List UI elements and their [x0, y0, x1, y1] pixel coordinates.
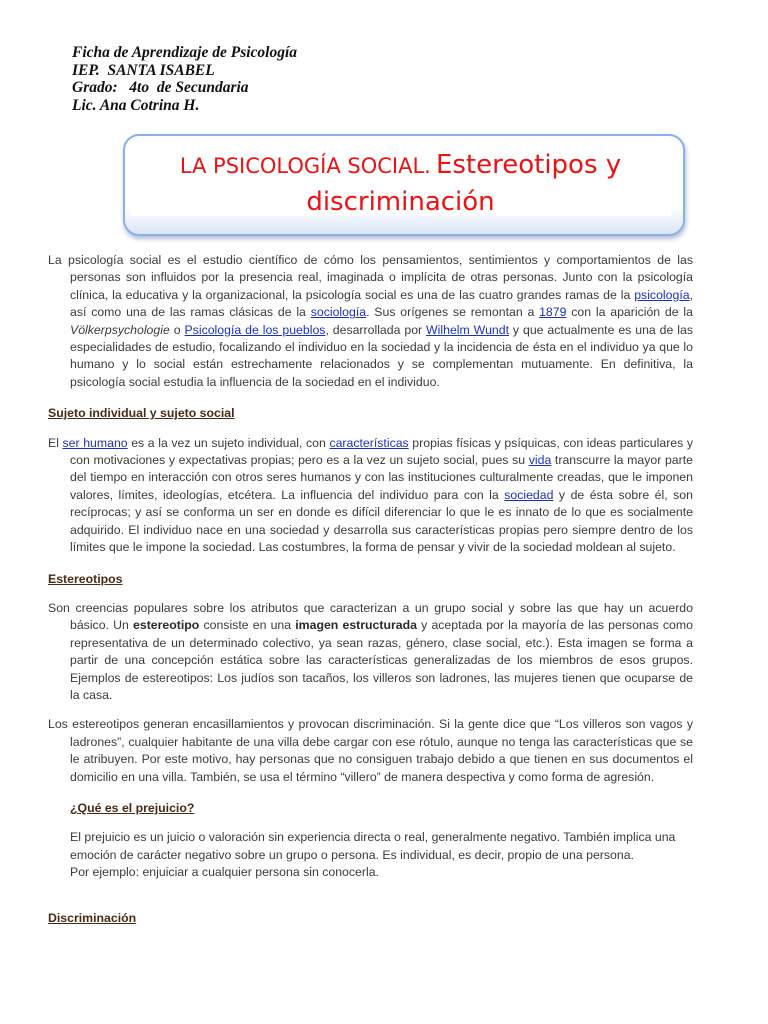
estereotipos-text: Son creencias populares sobre los atributos que caracterizan a un grupo social y sobre las que hay un acuerdo básico. Un — [48, 600, 693, 633]
header-line-school: IEP. SANTA ISABEL — [72, 61, 215, 79]
sujeto-text: El — [48, 435, 63, 450]
title-main: LA PSICOLOGÍA SOCIAL. — [179, 154, 431, 178]
link-psicologia[interactable]: psicología — [634, 287, 690, 302]
title-banner — [123, 134, 685, 236]
prejuicio-subsection — [70, 800, 693, 882]
sujeto-text: es a la vez un sujeto individual, con — [127, 435, 330, 450]
header-line-course: Ficha de Aprendizaje de Psicología — [72, 44, 298, 61]
title-sub-part1: Estereotipos y — [435, 150, 622, 180]
link-1879[interactable]: 1879 — [539, 305, 567, 320]
link-sociologia[interactable]: sociología — [310, 305, 367, 320]
link-psicologia-pueblos[interactable]: Psicología de los pueblos — [184, 322, 326, 337]
sujeto-paragraph — [48, 435, 693, 557]
heading-discriminacion: Discriminación — [48, 910, 137, 925]
intro-paragraph — [48, 252, 693, 391]
prejuicio-example: Por ejemplo: enjuiciar a cualquier persona sin conocerla. — [70, 865, 379, 880]
estereotipos-paragraph-1 — [48, 600, 693, 704]
worksheet-header — [72, 44, 297, 114]
prejuicio-paragraph: El prejuicio es un juicio o valoración sin experiencia directa o real, generalmente negativo. También implica una emoción de carácter negativo sobre un grupo o persona. Es individual, es decir, propio de una persona. — [70, 830, 676, 862]
link-sociedad[interactable]: sociedad — [504, 487, 554, 502]
header-line-grade: Grado: 4to de Secundaria — [72, 79, 249, 96]
document-body — [48, 252, 693, 927]
heading-prejuicio: ¿Qué es el prejuicio? — [70, 800, 195, 815]
intro-text: o — [169, 322, 185, 337]
heading-estereotipos: Estereotipos — [48, 571, 123, 586]
link-caracteristicas[interactable]: características — [329, 435, 409, 450]
title-sub-part2: discriminación — [306, 187, 495, 217]
sujeto-text: transcurre la mayor parte del tiempo en interacción con otros seres humanos y con las instituciones culturalmente creadas, que le imponen valores, límites, ideologías, etcétera. La influencia del individuo para con la — [70, 453, 693, 502]
intro-text: La psicología social es el estudio científico de cómo los pensamientos, sentimientos y comportamientos de las personas son influidos por la presencia real, imaginada o implícita de otras personas. Junto con la psicología clínica, la educativa y la organizacional, la psicología social es una de las cuatro grandes ramas de la — [48, 253, 693, 302]
sujeto-text: propias físicas y psíquicas, con ideas particulares y con motivaciones y expectativas propias; pero es a la vez un sujeto social, pues su — [70, 435, 694, 468]
intro-text: y que actualmente es una de las especialidades de estudio, focalizando el individuo en la sociedad y la incidencia de ésta en el individuo ya que lo humano y lo social están estrechamente relacionados y se complementan mutuamente. En definitiva, la psicología social estudia la influencia de la sociedad en el individuo. — [70, 322, 693, 389]
title-inner — [130, 141, 671, 216]
estereotipos-paragraph-2: Los estereotipos generan encasillamientos y provocan discriminación. Si la gente dice que “Los villeros son vagos y ladrones”, cualquier habitante de una villa debe cargar con ese rótulo, aunque no tenga las características que se le atribuyen. Por este motivo, hay personas que no consiguen trabajo debido a que tienen en sus documentos el domicilio en una villa. También, se usa el término “villero” de manera despectiva y como forma de agresión. — [48, 717, 693, 784]
header-line-teacher: Lic. Ana Cotrina H. — [72, 96, 200, 114]
volkerpsychologie-term: Völkerpsychologie — [70, 322, 170, 337]
sujeto-text: y de ésta sobre él, son recíprocas; y así se conforma un ser en donde es difícil diferenciar lo que le es innato de lo que es socialmente adquirido. El individuo nace en una sociedad y desarrolla sus características propias pero siempre dentro de los límites que le impone la sociedad. Las costumbres, la forma de pensar y vivir de la sociedad moldean al sujeto. — [70, 487, 693, 555]
heading-sujeto: Sujeto individual y sujeto social — [48, 406, 235, 421]
bold-imagen-estructurada: imagen estructurada — [295, 618, 417, 633]
link-wilhelm-wundt[interactable]: Wilhelm Wundt — [426, 322, 510, 337]
intro-text: con la aparición de la — [566, 305, 693, 320]
link-ser-humano[interactable]: ser humano — [62, 435, 128, 450]
intro-text: , así como una de las ramas clásicas de la — [70, 287, 693, 320]
link-vida[interactable]: vida — [528, 453, 552, 468]
intro-text: . Sus orígenes se remontan a — [366, 305, 540, 320]
intro-text: , desarrollada por — [325, 322, 427, 337]
bold-estereotipo: estereotipo — [133, 618, 200, 633]
estereotipos-text: consiste en una — [199, 618, 296, 633]
estereotipos-text: y aceptada por la mayoría de las personas como representativa de un determinado colectivo, ya sean razas, género, clase social, etc.). Esta imagen se forma a partir de una concepción estática sobre las características generalizadas de los miembros de esos grupos. Ejemplos de estereotipos: Los judíos son tacaños, los villeros son ladrones, las mujeres tienen que ocuparse de la casa. — [70, 618, 693, 702]
